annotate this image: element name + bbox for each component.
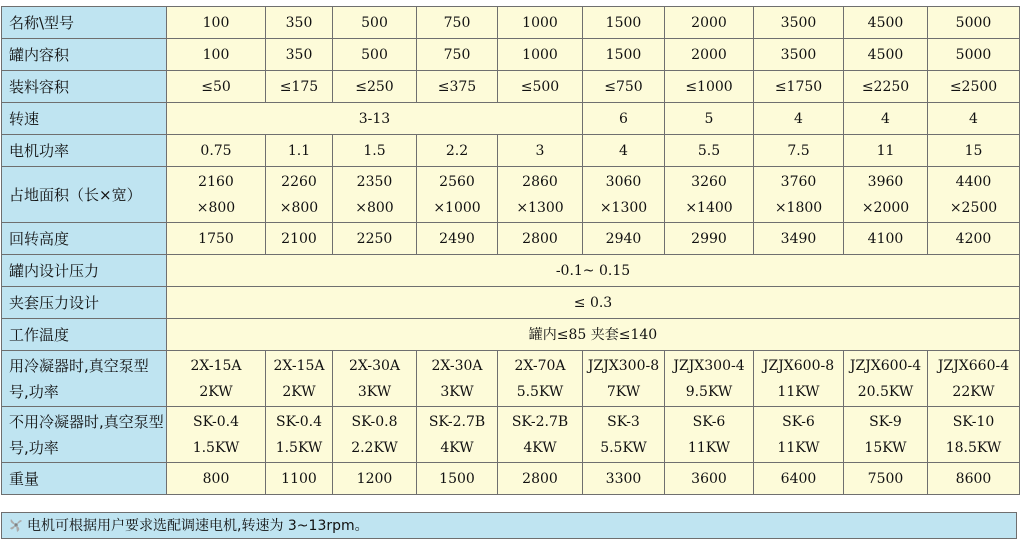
weight-value: 3300	[583, 463, 665, 495]
footprint-label: 占地面积（长×宽）	[2, 167, 167, 223]
load-volume-value: ≤1750	[754, 71, 844, 103]
without-condenser-value-line1: SK-0.8	[351, 413, 398, 430]
load-volume-value: ≤175	[266, 71, 333, 103]
footprint-row	[2, 167, 1020, 223]
rotation-height-label: 回转高度	[2, 223, 167, 255]
footprint-value	[844, 167, 928, 223]
with-condenser-value-line1: 2X-15A	[190, 357, 242, 374]
with-condenser-value	[928, 351, 1020, 407]
without-condenser-value-line2: 1.5KW	[275, 439, 323, 456]
without-condenser-value-line2: 1.5KW	[192, 439, 240, 456]
with-condenser-value-line1: JZJX600-8	[762, 357, 835, 374]
weight-value: 8600	[928, 463, 1020, 495]
speed-row	[2, 103, 1020, 135]
motor-power-value: 3	[498, 135, 583, 167]
weight-value: 1100	[266, 463, 333, 495]
footprint-value-line1: 3760	[780, 173, 817, 190]
with-condenser-value-line1: JZJX600-4	[849, 357, 922, 374]
rotation-height-value: 4200	[928, 223, 1020, 255]
without-condenser-value-line2: 4KW	[440, 439, 474, 456]
footprint-value	[417, 167, 498, 223]
motor-power-value: 1.5	[333, 135, 417, 167]
with-condenser-value-line2: 7KW	[606, 383, 641, 400]
rotation-height-value: 2250	[333, 223, 417, 255]
motor-power-value: 0.75	[167, 135, 266, 167]
without-condenser-value	[498, 407, 583, 463]
footprint-value-line2: ×1400	[685, 199, 733, 216]
footprint-value	[498, 167, 583, 223]
footprint-value-line1: 3960	[867, 173, 904, 190]
model-header: 4500	[844, 7, 928, 39]
footprint-value	[266, 167, 333, 223]
with-condenser-value-line2: 22KW	[952, 383, 995, 400]
with-condenser-value	[266, 351, 333, 407]
without-condenser-value	[754, 407, 844, 463]
without-condenser-label: 不用冷凝器时,真空泵型号,功率	[2, 407, 167, 463]
without-condenser-value-line1: SK-0.4	[192, 413, 240, 430]
motor-power-value: 15	[928, 135, 1020, 167]
fan-icon	[8, 517, 24, 533]
speed-value: 6	[583, 103, 665, 135]
footprint-value-line2: ×1300	[599, 199, 648, 216]
tank-volume-value: 3500	[754, 39, 844, 71]
weight-label: 重量	[2, 463, 167, 495]
with-condenser-value-line1: JZJX300-8	[587, 357, 660, 374]
tank-volume-label: 罐内容积	[2, 39, 167, 71]
weight-value: 800	[167, 463, 266, 495]
with-condenser-value-line1: JZJX300-4	[673, 357, 745, 374]
tank-volume-value: 500	[333, 39, 417, 71]
footprint-value-line1: 2160	[198, 173, 234, 190]
tank-volume-row	[2, 39, 1020, 71]
load-volume-value: ≤500	[498, 71, 583, 103]
header-label: 名称\型号	[2, 7, 167, 39]
tank-volume-value: 1000	[498, 39, 583, 71]
jacket-pressure-row	[2, 287, 1020, 319]
footprint-value-line2: ×1000	[433, 199, 481, 216]
with-condenser-value	[583, 351, 665, 407]
with-condenser-value-line2: 9.5KW	[685, 383, 733, 400]
model-header: 100	[167, 7, 266, 39]
jacket-pressure-value: ≤ 0.3	[167, 287, 1020, 319]
footprint-value-line1: 2560	[439, 173, 475, 190]
footprint-value	[583, 167, 665, 223]
without-condenser-value-line2: 2.2KW	[351, 439, 398, 456]
model-header: 350	[266, 7, 333, 39]
tank-volume-value: 100	[167, 39, 266, 71]
motor-power-label: 电机功率	[2, 135, 167, 167]
rotation-height-value: 3490	[754, 223, 844, 255]
with-condenser-value-line1: JZJX660-4	[937, 357, 1010, 374]
with-condenser-value	[333, 351, 417, 407]
rotation-height-value: 4100	[844, 223, 928, 255]
motor-power-value: 4	[583, 135, 665, 167]
speed-merged-value: 3-13	[167, 103, 583, 135]
with-condenser-value	[844, 351, 928, 407]
without-condenser-value	[844, 407, 928, 463]
weight-value: 1500	[417, 463, 498, 495]
without-condenser-value-line1: SK-2.7B	[511, 413, 569, 430]
motor-power-row	[2, 135, 1020, 167]
with-condenser-value-line2: 3KW	[440, 383, 474, 400]
tank-volume-value: 4500	[844, 39, 928, 71]
design-pressure-value: -0.1~ 0.15	[167, 255, 1020, 287]
without-condenser-value	[583, 407, 665, 463]
speed-value: 4	[844, 103, 928, 135]
speed-value: 5	[665, 103, 754, 135]
with-condenser-value	[498, 351, 583, 407]
rotation-height-value: 1750	[167, 223, 266, 255]
without-condenser-value-line1: SK-6	[692, 413, 726, 430]
footprint-value	[333, 167, 417, 223]
without-condenser-value	[167, 407, 266, 463]
load-volume-value: ≤250	[333, 71, 417, 103]
without-condenser-value-line1: SK-10	[952, 413, 995, 430]
weight-row	[2, 463, 1020, 495]
with-condenser-value-line2: 11KW	[777, 383, 820, 400]
with-condenser-value-line1: 2X-70A	[514, 357, 566, 374]
header-row	[2, 7, 1020, 39]
without-condenser-value	[928, 407, 1020, 463]
footprint-value-line1: 2860	[522, 173, 558, 190]
jacket-pressure-label: 夹套压力设计	[2, 287, 167, 319]
footprint-value-line2: ×2000	[861, 199, 910, 216]
rotation-height-row	[2, 223, 1020, 255]
motor-power-value: 7.5	[754, 135, 844, 167]
load-volume-value: ≤50	[167, 71, 266, 103]
with-condenser-value	[754, 351, 844, 407]
model-header: 500	[333, 7, 417, 39]
with-condenser-label: 用冷凝器时,真空泵型号,功率	[2, 351, 167, 407]
without-condenser-row	[2, 407, 1020, 463]
load-volume-value: ≤2500	[928, 71, 1020, 103]
work-temp-value: 罐内≤85 夹套≤140	[167, 319, 1020, 351]
footprint-value-line2: ×800	[355, 199, 394, 216]
footprint-value	[754, 167, 844, 223]
speed-value: 4	[754, 103, 844, 135]
motor-power-value: 1.1	[266, 135, 333, 167]
footprint-value-line1: 4400	[955, 173, 992, 190]
motor-power-value: 5.5	[665, 135, 754, 167]
footnote-bar	[1, 512, 1017, 539]
rotation-height-value: 2990	[665, 223, 754, 255]
rotation-height-value: 2100	[266, 223, 333, 255]
weight-value: 7500	[844, 463, 928, 495]
motor-power-value: 2.2	[417, 135, 498, 167]
without-condenser-value	[333, 407, 417, 463]
motor-power-value: 11	[844, 135, 928, 167]
without-condenser-value-line2: 5.5KW	[600, 439, 647, 456]
footprint-value	[167, 167, 266, 223]
without-condenser-value-line1: SK-2.7B	[428, 413, 486, 430]
without-condenser-value-line1: SK-6	[782, 413, 815, 430]
rotation-height-value: 2940	[583, 223, 665, 255]
load-volume-value: ≤1000	[665, 71, 754, 103]
tank-volume-value: 350	[266, 39, 333, 71]
weight-value: 2800	[498, 463, 583, 495]
tank-volume-value: 5000	[928, 39, 1020, 71]
without-condenser-value	[266, 407, 333, 463]
load-volume-value: ≤2250	[844, 71, 928, 103]
with-condenser-value-line2: 2KW	[199, 383, 233, 400]
footprint-value-line2: ×2500	[949, 199, 998, 216]
spec-table	[1, 6, 1020, 495]
design-pressure-row	[2, 255, 1020, 287]
with-condenser-value-line1: 2X-15A	[273, 357, 325, 374]
with-condenser-value-line2: 2KW	[282, 383, 316, 400]
without-condenser-value-line1: SK-0.4	[275, 413, 323, 430]
footprint-value-line1: 3260	[691, 173, 727, 190]
footprint-value	[928, 167, 1020, 223]
with-condenser-value	[417, 351, 498, 407]
footprint-value-line2: ×1800	[774, 199, 823, 216]
footprint-value-line1: 2260	[281, 173, 317, 190]
model-header: 750	[417, 7, 498, 39]
weight-value: 3600	[665, 463, 754, 495]
model-header: 3500	[754, 7, 844, 39]
footnote-text: 电机可根据用户要求选配调速电机,转速为 3~13rpm。	[27, 518, 369, 534]
with-condenser-value	[167, 351, 266, 407]
without-condenser-value	[417, 407, 498, 463]
model-header: 5000	[928, 7, 1020, 39]
with-condenser-value-line2: 5.5KW	[516, 383, 564, 400]
footprint-value-line2: ×800	[196, 199, 236, 216]
load-volume-row	[2, 71, 1020, 103]
load-volume-label: 装料容积	[2, 71, 167, 103]
work-temp-row	[2, 319, 1020, 351]
rotation-height-value: 2800	[498, 223, 583, 255]
model-header: 1000	[498, 7, 583, 39]
footprint-value-line2: ×800	[279, 199, 319, 216]
weight-value: 1200	[333, 463, 417, 495]
footprint-value-line1: 3060	[605, 173, 642, 190]
rotation-height-value: 2490	[417, 223, 498, 255]
tank-volume-value: 2000	[665, 39, 754, 71]
model-header: 1500	[583, 7, 665, 39]
model-header: 2000	[665, 7, 754, 39]
without-condenser-value-line2: 11KW	[777, 439, 820, 456]
with-condenser-value-line2: 20.5KW	[857, 383, 914, 400]
without-condenser-value-line2: 15KW	[864, 439, 907, 456]
with-condenser-row	[2, 351, 1020, 407]
tank-volume-value: 1500	[583, 39, 665, 71]
load-volume-value: ≤375	[417, 71, 498, 103]
with-condenser-value-line1: 2X-30A	[348, 357, 401, 374]
without-condenser-value-line2: 11KW	[687, 439, 731, 456]
tank-volume-value: 750	[417, 39, 498, 71]
without-condenser-value-line2: 4KW	[523, 439, 557, 456]
work-temp-label: 工作温度	[2, 319, 167, 351]
footprint-value-line2: ×1300	[516, 199, 564, 216]
footprint-value	[665, 167, 754, 223]
weight-value: 6400	[754, 463, 844, 495]
without-condenser-value	[665, 407, 754, 463]
without-condenser-value-line1: SK-9	[869, 413, 902, 430]
footprint-value-line1: 2350	[356, 173, 393, 190]
speed-value: 4	[928, 103, 1020, 135]
design-pressure-label: 罐内设计压力	[2, 255, 167, 287]
without-condenser-value-line1: SK-3	[607, 413, 640, 430]
with-condenser-value-line2: 3KW	[357, 383, 392, 400]
with-condenser-value-line1: 2X-30A	[431, 357, 483, 374]
without-condenser-value-line2: 18.5KW	[945, 439, 1002, 456]
load-volume-value: ≤750	[583, 71, 665, 103]
with-condenser-value	[665, 351, 754, 407]
speed-label: 转速	[2, 103, 167, 135]
